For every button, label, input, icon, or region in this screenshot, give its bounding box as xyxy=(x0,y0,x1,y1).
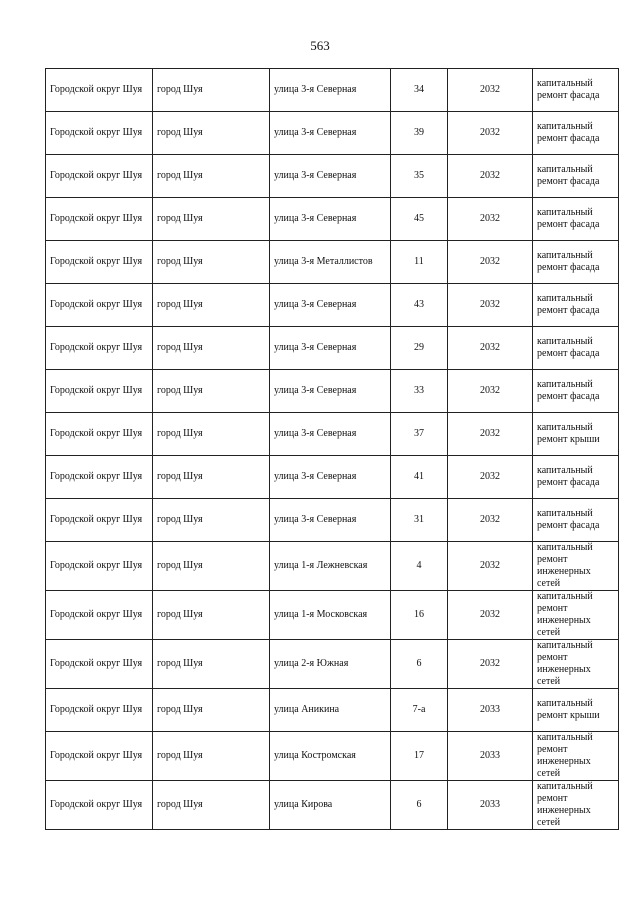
work-type-cell: капитальный ремонт инженерных сетей xyxy=(533,732,619,781)
house-number-cell: 35 xyxy=(391,155,448,198)
house-number-cell: 33 xyxy=(391,370,448,413)
house-number-cell: 16 xyxy=(391,591,448,640)
year-cell: 2032 xyxy=(448,284,533,327)
table-row xyxy=(46,542,619,591)
house-number-cell: 6 xyxy=(391,640,448,689)
year-cell: 2032 xyxy=(448,241,533,284)
city-cell: город Шуя xyxy=(153,591,270,640)
district-cell: Городской округ Шуя xyxy=(46,689,153,732)
work-type-cell: капитальный ремонт фасада xyxy=(533,284,619,327)
city-cell: город Шуя xyxy=(153,781,270,830)
city-cell: город Шуя xyxy=(153,155,270,198)
year-cell: 2032 xyxy=(448,112,533,155)
street-cell: улица 3-я Металлистов xyxy=(270,241,391,284)
work-type-cell: капитальный ремонт фасада xyxy=(533,499,619,542)
district-cell: Городской округ Шуя xyxy=(46,112,153,155)
table-row xyxy=(46,732,619,781)
work-type-cell: капитальный ремонт фасада xyxy=(533,456,619,499)
year-cell: 2032 xyxy=(448,198,533,241)
table-row xyxy=(46,198,619,241)
page-number: 563 xyxy=(310,38,330,53)
city-cell: город Шуя xyxy=(153,413,270,456)
table-row xyxy=(46,69,619,112)
table-row xyxy=(46,370,619,413)
work-type-cell: капитальный ремонт фасада xyxy=(533,198,619,241)
city-cell: город Шуя xyxy=(153,640,270,689)
year-cell: 2032 xyxy=(448,413,533,456)
table-row xyxy=(46,640,619,689)
district-cell: Городской округ Шуя xyxy=(46,542,153,591)
city-cell: город Шуя xyxy=(153,241,270,284)
city-cell: город Шуя xyxy=(153,69,270,112)
table-row xyxy=(46,499,619,542)
table-row xyxy=(46,689,619,732)
year-cell: 2032 xyxy=(448,499,533,542)
year-cell: 2032 xyxy=(448,456,533,499)
district-cell: Городской округ Шуя xyxy=(46,413,153,456)
district-cell: Городской округ Шуя xyxy=(46,640,153,689)
repair-schedule-table xyxy=(45,68,619,830)
house-number-cell: 4 xyxy=(391,542,448,591)
city-cell: город Шуя xyxy=(153,370,270,413)
city-cell: город Шуя xyxy=(153,284,270,327)
street-cell: улица 3-я Северная xyxy=(270,456,391,499)
house-number-cell: 37 xyxy=(391,413,448,456)
house-number-cell: 17 xyxy=(391,732,448,781)
district-cell: Городской округ Шуя xyxy=(46,499,153,542)
street-cell: улица 3-я Северная xyxy=(270,69,391,112)
table-row xyxy=(46,327,619,370)
house-number-cell: 34 xyxy=(391,69,448,112)
city-cell: город Шуя xyxy=(153,112,270,155)
table-row xyxy=(46,591,619,640)
house-number-cell: 6 xyxy=(391,781,448,830)
year-cell: 2032 xyxy=(448,327,533,370)
work-type-cell: капитальный ремонт инженерных сетей xyxy=(533,781,619,830)
street-cell: улица Костромская xyxy=(270,732,391,781)
city-cell: город Шуя xyxy=(153,542,270,591)
street-cell: улица 3-я Северная xyxy=(270,284,391,327)
house-number-cell: 29 xyxy=(391,327,448,370)
work-type-cell: капитальный ремонт инженерных сетей xyxy=(533,542,619,591)
table-row xyxy=(46,112,619,155)
district-cell: Городской округ Шуя xyxy=(46,284,153,327)
work-type-cell: капитальный ремонт фасада xyxy=(533,112,619,155)
work-type-cell: капитальный ремонт фасада xyxy=(533,155,619,198)
city-cell: город Шуя xyxy=(153,499,270,542)
year-cell: 2032 xyxy=(448,542,533,591)
street-cell: улица 3-я Северная xyxy=(270,370,391,413)
year-cell: 2032 xyxy=(448,155,533,198)
house-number-cell: 39 xyxy=(391,112,448,155)
street-cell: улица 1-я Лежневская xyxy=(270,542,391,591)
city-cell: город Шуя xyxy=(153,732,270,781)
district-cell: Городской округ Шуя xyxy=(46,241,153,284)
street-cell: улица 3-я Северная xyxy=(270,198,391,241)
table-row xyxy=(46,155,619,198)
district-cell: Городской округ Шуя xyxy=(46,327,153,370)
district-cell: Городской округ Шуя xyxy=(46,370,153,413)
district-cell: Городской округ Шуя xyxy=(46,591,153,640)
street-cell: улица 1-я Московская xyxy=(270,591,391,640)
work-type-cell: капитальный ремонт крыши xyxy=(533,413,619,456)
district-cell: Городской округ Шуя xyxy=(46,456,153,499)
house-number-cell: 41 xyxy=(391,456,448,499)
house-number-cell: 45 xyxy=(391,198,448,241)
work-type-cell: капитальный ремонт фасада xyxy=(533,370,619,413)
city-cell: город Шуя xyxy=(153,198,270,241)
year-cell: 2032 xyxy=(448,370,533,413)
work-type-cell: капитальный ремонт инженерных сетей xyxy=(533,591,619,640)
table-row xyxy=(46,413,619,456)
city-cell: город Шуя xyxy=(153,327,270,370)
year-cell: 2033 xyxy=(448,781,533,830)
street-cell: улица 3-я Северная xyxy=(270,413,391,456)
street-cell: улица 3-я Северная xyxy=(270,327,391,370)
year-cell: 2032 xyxy=(448,591,533,640)
table-row xyxy=(46,241,619,284)
street-cell: улица 3-я Северная xyxy=(270,112,391,155)
street-cell: улица Кирова xyxy=(270,781,391,830)
district-cell: Городской округ Шуя xyxy=(46,198,153,241)
city-cell: город Шуя xyxy=(153,456,270,499)
year-cell: 2033 xyxy=(448,732,533,781)
street-cell: улица Аникина xyxy=(270,689,391,732)
year-cell: 2032 xyxy=(448,640,533,689)
street-cell: улица 3-я Северная xyxy=(270,499,391,542)
work-type-cell: капитальный ремонт фасада xyxy=(533,327,619,370)
table-row xyxy=(46,456,619,499)
year-cell: 2033 xyxy=(448,689,533,732)
work-type-cell: капитальный ремонт фасада xyxy=(533,241,619,284)
district-cell: Городской округ Шуя xyxy=(46,155,153,198)
street-cell: улица 3-я Северная xyxy=(270,155,391,198)
city-cell: город Шуя xyxy=(153,689,270,732)
district-cell: Городской округ Шуя xyxy=(46,69,153,112)
house-number-cell: 43 xyxy=(391,284,448,327)
street-cell: улица 2-я Южная xyxy=(270,640,391,689)
district-cell: Городской округ Шуя xyxy=(46,781,153,830)
work-type-cell: капитальный ремонт инженерных сетей xyxy=(533,640,619,689)
house-number-cell: 7-а xyxy=(391,689,448,732)
house-number-cell: 31 xyxy=(391,499,448,542)
work-type-cell: капитальный ремонт крыши xyxy=(533,689,619,732)
house-number-cell: 11 xyxy=(391,241,448,284)
year-cell: 2032 xyxy=(448,69,533,112)
table-row xyxy=(46,781,619,830)
work-type-cell: капитальный ремонт фасада xyxy=(533,69,619,112)
table-row xyxy=(46,284,619,327)
district-cell: Городской округ Шуя xyxy=(46,732,153,781)
